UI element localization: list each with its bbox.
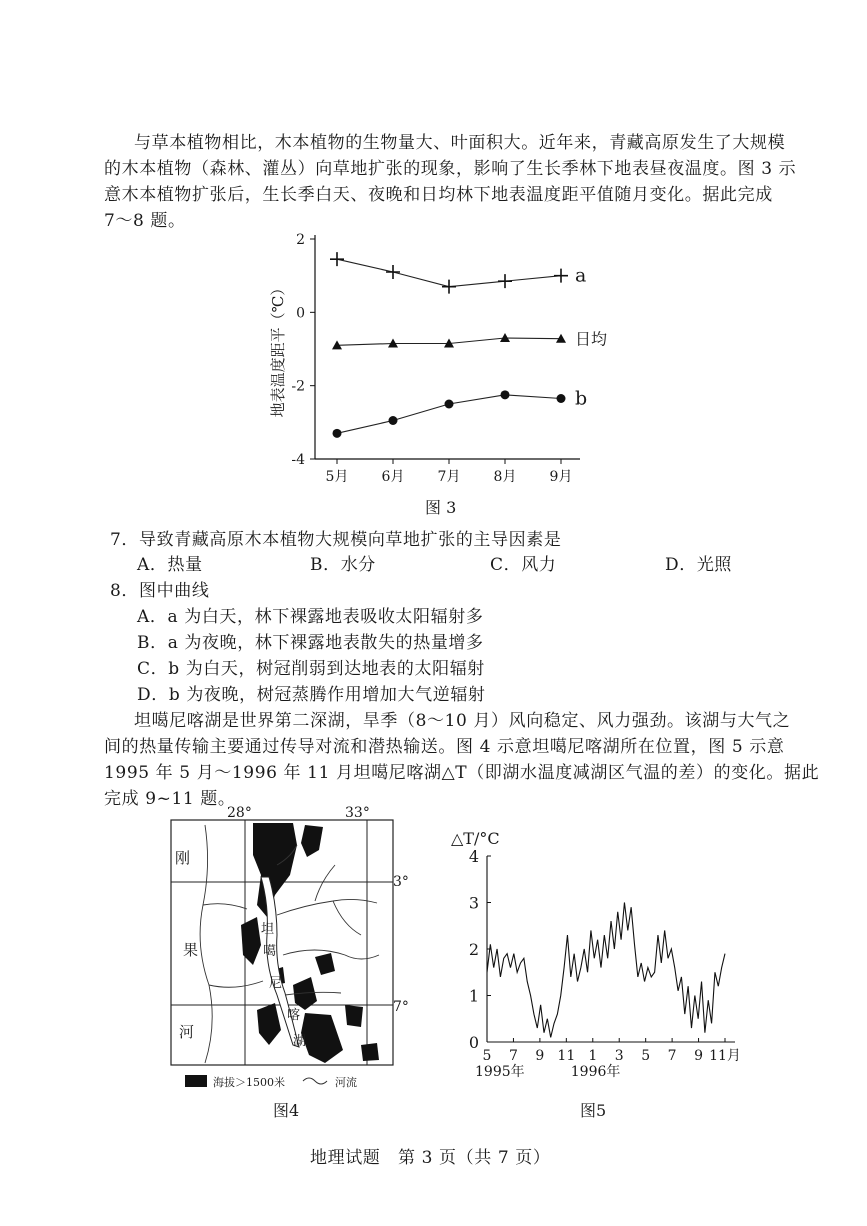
fig3-point-0 [330,252,344,266]
intro1-line-4: 7～8 题。 [104,211,186,231]
fig5-y-tick-label: 2 [468,940,479,959]
legend-high-label: 海拔＞1500米 [213,1076,285,1089]
fig3-point-2 [501,390,510,399]
fig3-point-0 [386,265,400,279]
fig3-series-label-0: a [575,264,587,287]
fig3-y-tick-label: 2 [296,232,305,248]
fig3-series-label-1: 日均 [575,329,608,349]
q8-option-c: C．b 为白天，树冠削弱到达地表的太阳辐射 [137,659,485,679]
country-char-2: 果 [183,941,199,959]
legend-river-label: 河流 [335,1076,357,1089]
question-7-stem: 7．导致青藏高原木本植物大规模向草地扩张的主导因素是 [110,530,562,550]
fig3-y-tick-label: -4 [291,452,305,468]
intro2-line-1: 坦噶尼喀湖是世界第二深湖，旱季（8～10 月）风向稳定、风力强劲。该湖与大气之 [134,711,791,731]
fig5-x-tick-label: 5 [482,1048,492,1064]
fig5-x-tick-label: 5 [641,1048,651,1064]
fig5-x-tick-label: 11月 [709,1048,741,1064]
intro1-line-1: 与草本植物相比，木本植物的生物量大、叶面积大。近年来，青藏高原发生了大规模 [134,133,786,153]
fig5-x-tick-label: 11 [557,1048,576,1064]
country-char-1: 刚 [175,849,191,867]
fig5-x-tick-label: 9 [535,1048,545,1064]
fig5-y-axis-label: △T/°C [451,829,500,848]
question-8-stem: 8．图中曲线 [110,581,210,601]
q7-option-c: C．风力 [490,555,557,575]
q7-option-a: A．热量 [137,555,203,575]
lake-char-1: 坦 [261,922,275,937]
high-elevation-areas [241,823,379,1063]
fig3-series-label-2: b [575,387,588,410]
fig5-year-label-1995: 1995年 [475,1064,525,1080]
country-char-3: 河 [179,1023,195,1041]
figure-5-caption: 图5 [580,1101,607,1120]
fig3-x-tick-label: 9月 [549,469,573,485]
lake-char-4: 喀 [287,1008,301,1023]
lon-label-28: 28° [227,805,252,821]
intro2-line-3: 1995 年 5 月～1996 年 11 月坦噶尼喀湖△T（即湖水温度减湖区气温的差）的变化。据此 [104,763,820,783]
lake-char-5: 湖 [293,1034,307,1049]
fig3-point-0 [442,280,456,294]
fig5-y-tick-label: 3 [468,893,479,913]
intro1-line-2: 的木本植物（森林、灌丛）向草地扩张的现象，影响了生长季林下地表昼夜温度。图 3 示 [104,159,797,179]
fig5-year-label-1996: 1996年 [570,1064,621,1080]
fig3-y-tick-label: -2 [291,378,305,395]
legend-high-swatch [185,1075,207,1087]
fig3-point-0 [498,274,512,288]
intro1-line-3: 意木本植物扩张后，生长季白天、夜晚和日均林下地表温度距平值随月变化。据此完成 [104,185,773,205]
figure-3-chart [255,225,635,495]
fig3-y-tick-label: 0 [296,305,305,322]
fig3-x-tick-label: 6月 [381,469,405,485]
page-footer: 地理试题 第 3 页（共 7 页） [310,1148,551,1168]
fig3-x-tick-label: 5月 [325,469,349,485]
fig3-point-2 [557,394,566,403]
intro2-line-4: 完成 9~11 题。 [104,789,236,809]
legend-river-symbol [303,1078,327,1084]
fig5-x-tick-label: 1 [588,1048,598,1064]
fig3-point-2 [445,400,454,409]
fig5-x-tick-label: 7 [508,1048,518,1064]
fig3-point-2 [389,416,398,425]
fig5-y-tick-label: 4 [468,847,479,866]
intro2-line-2: 间的热量传输主要通过传导对流和潜热输送。图 4 示意坦噶尼喀湖所在位置，图 5 示意 [104,737,785,757]
fig3-x-tick-label: 7月 [437,469,461,485]
q8-option-b: B．a 为夜晚，林下裸露地表散失的热量增多 [137,633,484,653]
fig5-x-tick-label: 3 [614,1048,624,1064]
q8-option-d: D．b 为夜晚，树冠蒸腾作用增加大气逆辐射 [137,685,486,705]
lat-label-3: 3° [393,874,409,890]
q8-option-a: A．a 为白天，林下裸露地表吸收太阳辐射多 [137,607,484,627]
q7-option-d: D．光照 [665,555,733,575]
lon-label-33: 33° [345,805,370,821]
figure-4-map [165,805,425,1095]
lake-char-2: 噶 [263,944,277,959]
q7-option-b: B．水分 [310,555,376,575]
fig5-y-tick-label: 1 [468,986,479,1006]
lat-label-7: 7° [393,999,409,1015]
fig3-point-0 [554,269,568,283]
fig3-point-2 [333,429,342,438]
fig3-y-axis-label: 地表温度距平（℃） [269,280,287,418]
fig5-x-tick-label: 7 [667,1048,677,1064]
fig5-series-line [487,903,725,1038]
fig3-x-tick-label: 8月 [493,469,517,485]
fig5-x-tick-label: 9 [694,1048,704,1064]
lake-char-3: 尼 [269,976,283,991]
figure-3-caption: 图 3 [425,498,457,517]
figure-4-caption: 图4 [273,1101,300,1120]
figure-5-chart [445,822,765,1087]
fig5-y-tick-label: 0 [468,1033,479,1052]
